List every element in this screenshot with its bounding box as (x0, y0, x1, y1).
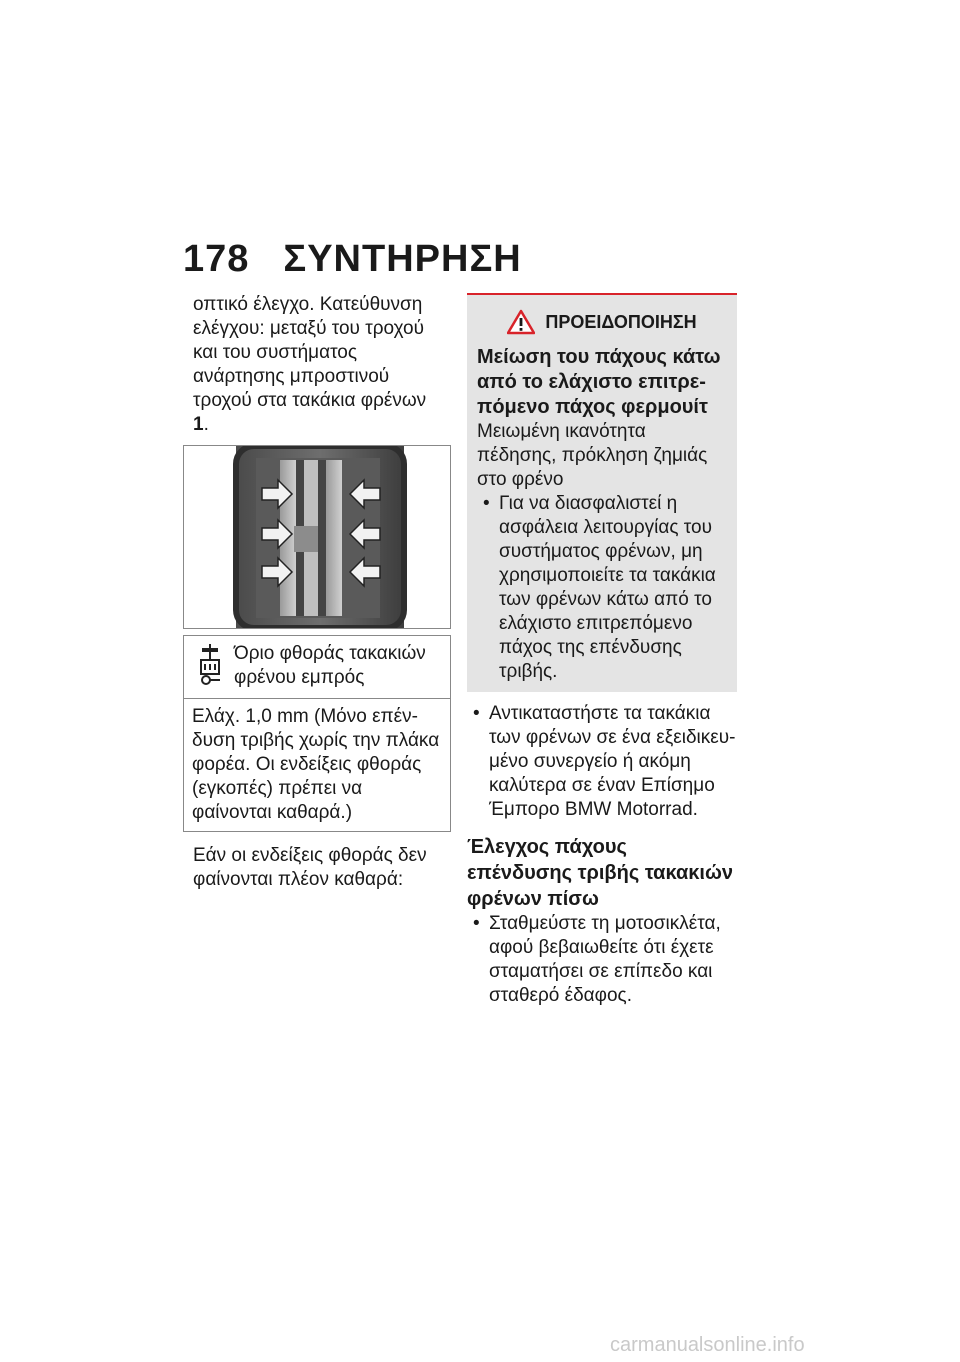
rear-check-title: Έλεγχος πάχους επένδυσης τριβής τακακιών φρένων πίσω (467, 836, 733, 910)
figure-reference: 1 (193, 414, 204, 435)
wear-limit-spec (183, 635, 451, 832)
warning-text: Μειωμένη ικανότητα πέδησης, πρόκληση ζημιάς στο φρένο (477, 421, 708, 490)
page-title: ΣΥΝΤΗΡΗΣΗ (283, 238, 522, 280)
intro-text: οπτικό έλεγχο. Κατεύθυνση ελέγχου: μεταξύ του τροχού και του συστήματος ανάρτησης μπροστινού τροχού στα τακάκια φρένων (193, 294, 427, 411)
watermark: carmanualsonline.info (610, 1334, 805, 1356)
spec-header (184, 636, 450, 699)
warning-title (477, 309, 727, 335)
spec-title: Όριο φθοράς τακακιών φρένου εμπρός (234, 643, 426, 688)
right-column (467, 293, 737, 1008)
warning-bullet: • Για να διασφαλιστεί η ασφάλεια λειτουργίας του συστήματος φρένων, μη χρησιμοποιείτε τα τακάκια των φρένων κάτω από το ελάχιστο επιτρεπόμενο πάχος της επένδυσης τριβής. (477, 492, 727, 684)
replace-bullet: • Αντικαταστήστε τα τακάκια των φρένων σε ένα εξειδικευμένο συνεργείο ή ακόμη καλύτερα σε έναν Επίσημο Έμπορο BMW Motorrad. (467, 702, 737, 822)
warning-label: ΠΡΟΕΙΔΟΠΟΙΗΣΗ (545, 312, 697, 332)
brake-pad-photo (183, 445, 451, 629)
after-spec-text: Εάν οι ενδείξεις φθοράς δεν φαίνονται πλέον καθαρά: (193, 845, 427, 890)
spec-body: Ελάχ. 1,0 mm (Μόνο επένδυση τριβής χωρίς την πλάκα φορέα. Οι ενδείξεις φθοράς (εγκοπές) πρέπει να φαίνονται καθαρά.) (192, 706, 440, 823)
intro-paragraph (183, 293, 451, 437)
warning-triangle-icon (507, 309, 535, 335)
warning-box (467, 293, 737, 692)
replace-list (467, 702, 737, 822)
page-number: 178 (183, 238, 250, 280)
park-bullet: • Σταθμεύστε τη μοτοσικλέτα, αφού βεβαιωθείτε ότι έχετε σταματήσει σε επίπεδο και σταθερό έδαφος. (467, 912, 737, 1008)
page-header (183, 238, 522, 281)
brake-pad-wear-icon (196, 642, 224, 686)
warning-heading: Μείωση του πάχους κάτω από το ελάχιστο επιτρεπόμενο πάχος φερμουίτ (477, 346, 721, 418)
intro-end: . (203, 414, 209, 435)
left-column (183, 293, 451, 892)
